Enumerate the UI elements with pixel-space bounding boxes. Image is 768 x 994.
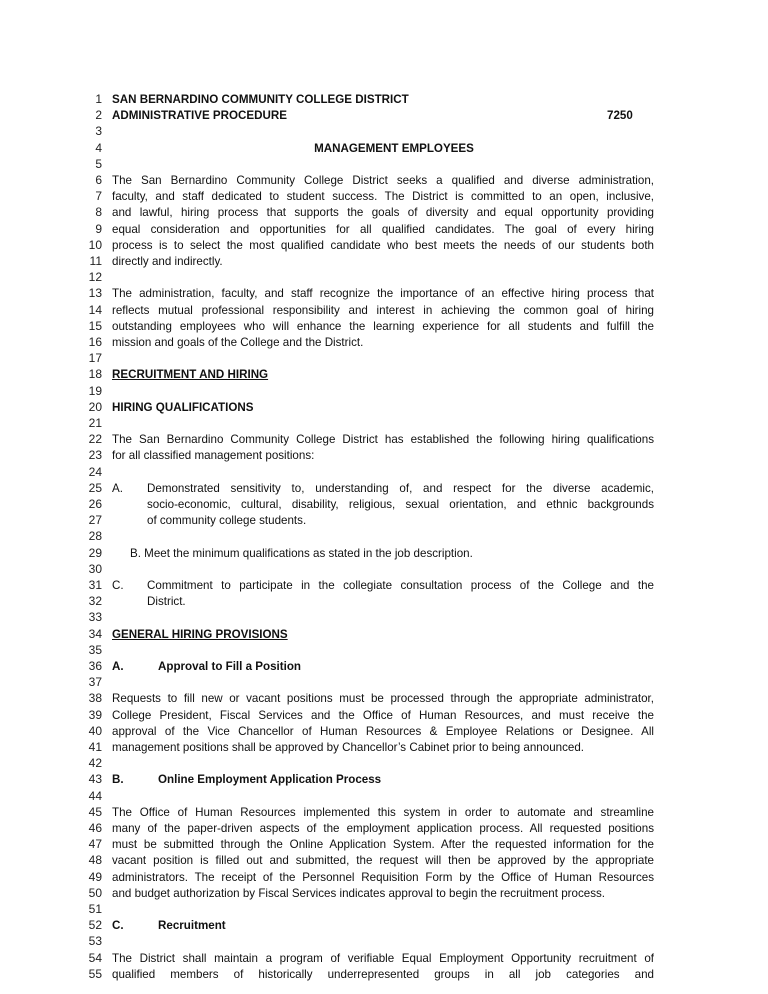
- section-a-line: Requests to fill new or vacant positions must be processed through the appropriate administrator,: [112, 692, 654, 706]
- qualification-b-line: B. Meet the minimum qualifications as stated in the job description.: [130, 546, 473, 560]
- line-number: 28: [88, 529, 102, 544]
- section-b-line: and budget authorization by Fiscal Services indicates approval to begin the recruitment process.: [112, 886, 606, 900]
- intro-p2-line: The administration, faculty, and staff recognize the importance of an effective hiring process that: [112, 287, 654, 301]
- district-name: SAN BERNARDINO COMMUNITY COLLEGE DISTRICT: [112, 93, 409, 106]
- intro-p2-line: reflects mutual professional responsibility and interest in achieving the common goal of hiring: [112, 303, 654, 317]
- line-number: 15: [88, 318, 102, 333]
- line-number: 2: [95, 108, 102, 123]
- line-number: 39: [88, 707, 102, 722]
- intro-p2-line: mission and goals of the College and the District.: [112, 336, 364, 349]
- line-number: 44: [88, 788, 102, 803]
- qualification-a-label: A.: [112, 481, 123, 495]
- line-number: 52: [88, 918, 102, 933]
- intro-p1-line: The San Bernardino Community College District seeks a qualified and diverse administration,: [112, 174, 654, 187]
- qualifications-intro-line: The San Bernardino Community College District has established the following hiring qualifications: [112, 433, 654, 447]
- line-number: 11: [89, 254, 102, 268]
- section-b-line: The Office of Human Resources implemented this system in order to automate and streamline: [112, 805, 654, 819]
- qualifications-intro-line: for all classified management positions:: [112, 449, 315, 463]
- line-number: 37: [88, 675, 102, 690]
- line-number: 26: [88, 497, 102, 511]
- line-number: 18: [88, 367, 102, 382]
- section-a-label: A.: [112, 660, 124, 673]
- line-number: 21: [88, 416, 102, 430]
- line-number: 45: [88, 804, 102, 819]
- qualification-a-line: Demonstrated sensitivity to, understanding of, and respect for the diverse academic,: [147, 481, 654, 495]
- section-b-line: must be submitted through the Online Application System. After the requested information for the: [112, 838, 654, 852]
- line-number: 49: [88, 869, 102, 884]
- intro-p1-line: process is to select the most qualified candidate who best meets the needs of our students both: [112, 238, 654, 252]
- line-number: 41: [88, 740, 102, 754]
- line-number: 31: [88, 578, 102, 592]
- line-number: 19: [88, 383, 102, 398]
- line-number: 12: [88, 270, 102, 285]
- line-number: 13: [88, 286, 102, 301]
- section-a-line: approval of the Vice Chancellor of Human Resources & Employee Relations or Designee. All: [112, 724, 654, 738]
- line-number: 42: [88, 756, 102, 771]
- qualification-c-label: C.: [112, 579, 124, 592]
- line-number: 43: [88, 772, 102, 787]
- line-number: 51: [88, 902, 102, 916]
- section-c-line: qualified members of historically underrepresented groups in all job categories and: [112, 967, 654, 981]
- line-number: 38: [88, 691, 102, 706]
- section-b-title: Online Employment Application Process: [158, 773, 382, 787]
- line-number: 34: [88, 626, 102, 641]
- line-number: 35: [88, 642, 102, 657]
- line-number: 17: [88, 351, 102, 366]
- qualification-a-line: of community college students.: [147, 514, 307, 528]
- line-number: 24: [88, 464, 102, 479]
- general-provisions-heading: GENERAL HIRING PROVISIONS: [112, 627, 288, 641]
- intro-p1-line: faculty, and staff dedicated to student success. The District is committed to an open, inclusive,: [112, 190, 654, 204]
- line-number: 48: [88, 853, 102, 868]
- line-number: 55: [88, 966, 102, 981]
- line-number: 27: [88, 513, 102, 528]
- procedure-number: 7250: [607, 109, 633, 123]
- intro-p2-line: outstanding employees who will enhance the learning experience for all students and fulfill the: [112, 319, 654, 333]
- line-number: 47: [88, 837, 102, 852]
- line-number: 8: [95, 205, 102, 220]
- line-number: 22: [88, 432, 102, 447]
- line-number: 20: [88, 399, 102, 414]
- line-number: 1: [95, 92, 102, 106]
- line-number: 6: [95, 173, 102, 187]
- section-b-line: administrators. The receipt of the Personnel Requisition Form by the Office of Human Resources: [112, 870, 654, 884]
- qualification-c-line: District.: [147, 595, 186, 609]
- line-number: 54: [88, 950, 102, 965]
- line-number: 50: [88, 885, 102, 900]
- line-number: 16: [88, 335, 102, 349]
- line-number: 7: [95, 189, 102, 204]
- line-number: 53: [88, 934, 102, 949]
- line-number: 29: [88, 545, 102, 560]
- line-number: 33: [88, 610, 102, 625]
- line-number: 5: [95, 156, 102, 171]
- section-c-label: C.: [112, 919, 124, 933]
- line-number: 14: [88, 302, 102, 317]
- section-b-line: many of the paper-driven aspects of the employment application process. All requested positions: [112, 822, 654, 835]
- section-c-title: Recruitment: [158, 919, 226, 933]
- line-number: 46: [88, 821, 102, 835]
- page-title: MANAGEMENT EMPLOYEES: [314, 141, 474, 155]
- line-number: 32: [88, 594, 102, 609]
- document-type: ADMINISTRATIVE PROCEDURE: [112, 109, 287, 123]
- line-number: 36: [88, 659, 102, 673]
- line-number: 25: [88, 480, 102, 495]
- section-c-line: The District shall maintain a program of verifiable Equal Employment Opportunity recruitment of: [112, 951, 654, 965]
- section-a-line: College President, Fiscal Services and the Office of Human Resources, and must receive the: [112, 708, 654, 722]
- line-number: 9: [95, 221, 102, 236]
- intro-p1-line: directly and indirectly.: [112, 255, 223, 268]
- line-number: 23: [88, 448, 102, 463]
- qualification-a-line: socio-economic, cultural, disability, religious, sexual orientation, and ethnic backgrounds: [147, 498, 654, 511]
- recruitment-heading: RECRUITMENT AND HIRING: [112, 368, 269, 382]
- section-a-line: management positions shall be approved by Chancellor’s Cabinet prior to being announced.: [112, 741, 584, 754]
- line-number: 40: [88, 723, 102, 738]
- intro-p1-line: and lawful, hiring process that supports the goals of diversity and equal opportunity providing: [112, 206, 654, 220]
- section-b-line: vacant position is filled out and submitted, the request will then be approved by the appropriate: [112, 854, 654, 868]
- qualification-c-line: Commitment to participate in the collegiate consultation process of the College and the: [147, 579, 654, 592]
- section-b-label: B.: [112, 773, 124, 787]
- section-a-title: Approval to Fill a Position: [158, 660, 301, 673]
- intro-p1-line: equal consideration and opportunities for all qualified candidates. The goal of every hiring: [112, 222, 654, 236]
- line-number: 30: [88, 561, 102, 576]
- line-number: 10: [88, 237, 102, 252]
- hiring-qualifications-heading: HIRING QUALIFICATIONS: [112, 400, 254, 414]
- line-number: 4: [95, 140, 102, 155]
- line-number: 3: [95, 124, 102, 139]
